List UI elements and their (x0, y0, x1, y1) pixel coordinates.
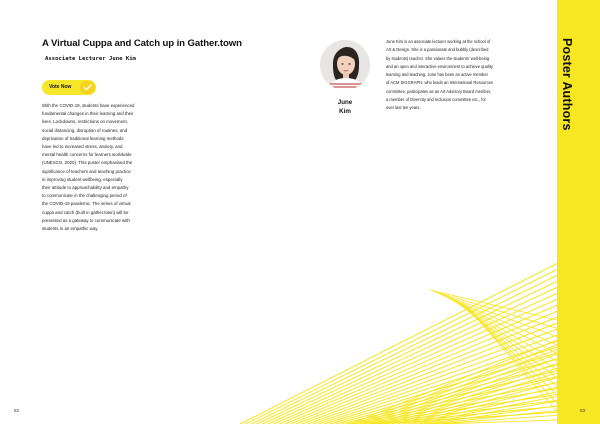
bio-line: learning and teaching. June has been an active member (386, 72, 488, 78)
bio-line: committee, participates as an Art Advisory Board member, (386, 88, 492, 94)
abstract-line: their attitude to approachability and empathy (42, 185, 129, 191)
decor-line (257, 280, 560, 424)
bio-line: Art & Design. She is a passionate and bubbly (described (386, 47, 489, 53)
abstract-line: lives. Lockdowns, restrictions on movement, (42, 119, 128, 125)
poster-abstract (42, 102, 154, 233)
decor-line (433, 291, 557, 328)
abstract-line: social distancing, disruption of routines, and (42, 127, 128, 133)
bio-line: a member of Diversity and Inclusion committee etc., for (386, 97, 486, 103)
page-number-right: 53 (580, 408, 586, 413)
author-avatar (320, 40, 370, 90)
abstract-line: With the COVID-19, students have experienced (42, 103, 135, 108)
vote-now-button[interactable] (42, 80, 96, 95)
vote-now-label: Vote Now (49, 84, 72, 90)
bio-line: by students) teacher. She values the students' well-being (386, 55, 490, 61)
abstract-line: the COVID-19 pandemic. The series of virtual (42, 201, 131, 207)
abstract-line: cuppa and catch (built in gather.town) will be (42, 209, 129, 215)
abstract-line: significance of teachers and teaching practice (42, 168, 131, 174)
author-first-name: June (337, 99, 353, 106)
poster-subtitle: Associate Lecturer June Kim (45, 56, 136, 62)
abstract-line: deprivation of traditional learning methods (42, 135, 124, 141)
abstract-line: to communicate in the challenging period of (42, 193, 127, 199)
page-number-left: 52 (14, 408, 20, 413)
bio-line: of ACM SIGGRAPH, who leads an International Resources (386, 80, 493, 86)
abstract-line: mental health concerns for learners worldwide (42, 152, 132, 158)
abstract-line: have led to increased stress, anxiety, and (42, 144, 123, 150)
abstract-line: in improving student wellbeing, especially (42, 176, 123, 182)
abstract-line: (UNESCO, 2020). This poster emphasised the (42, 160, 133, 166)
abstract-line: fundamental changes in their learning and their (42, 111, 134, 117)
author-name (331, 99, 359, 116)
check-icon (80, 81, 95, 94)
bio-line: and an open and interactive environment to achieve quality (386, 63, 493, 69)
bio-line: over last ten years. (386, 105, 421, 111)
decor-line (240, 262, 560, 424)
sidebar-title: Poster Authors (560, 38, 574, 131)
abstract-line: students in an empathic way. (42, 226, 99, 232)
author-last-name: Kim (339, 107, 351, 115)
poster-title: A Virtual Cuppa and Catch up in Gather.town (42, 38, 242, 49)
abstract-line: presented as a gateway to communicate with (42, 217, 130, 223)
author-bio (386, 38, 521, 113)
decor-line (430, 290, 557, 320)
decor-line (355, 345, 557, 424)
bio-line: June Kim is an associate lecturer working at the school of (386, 39, 491, 44)
portrait-icon (320, 40, 370, 90)
